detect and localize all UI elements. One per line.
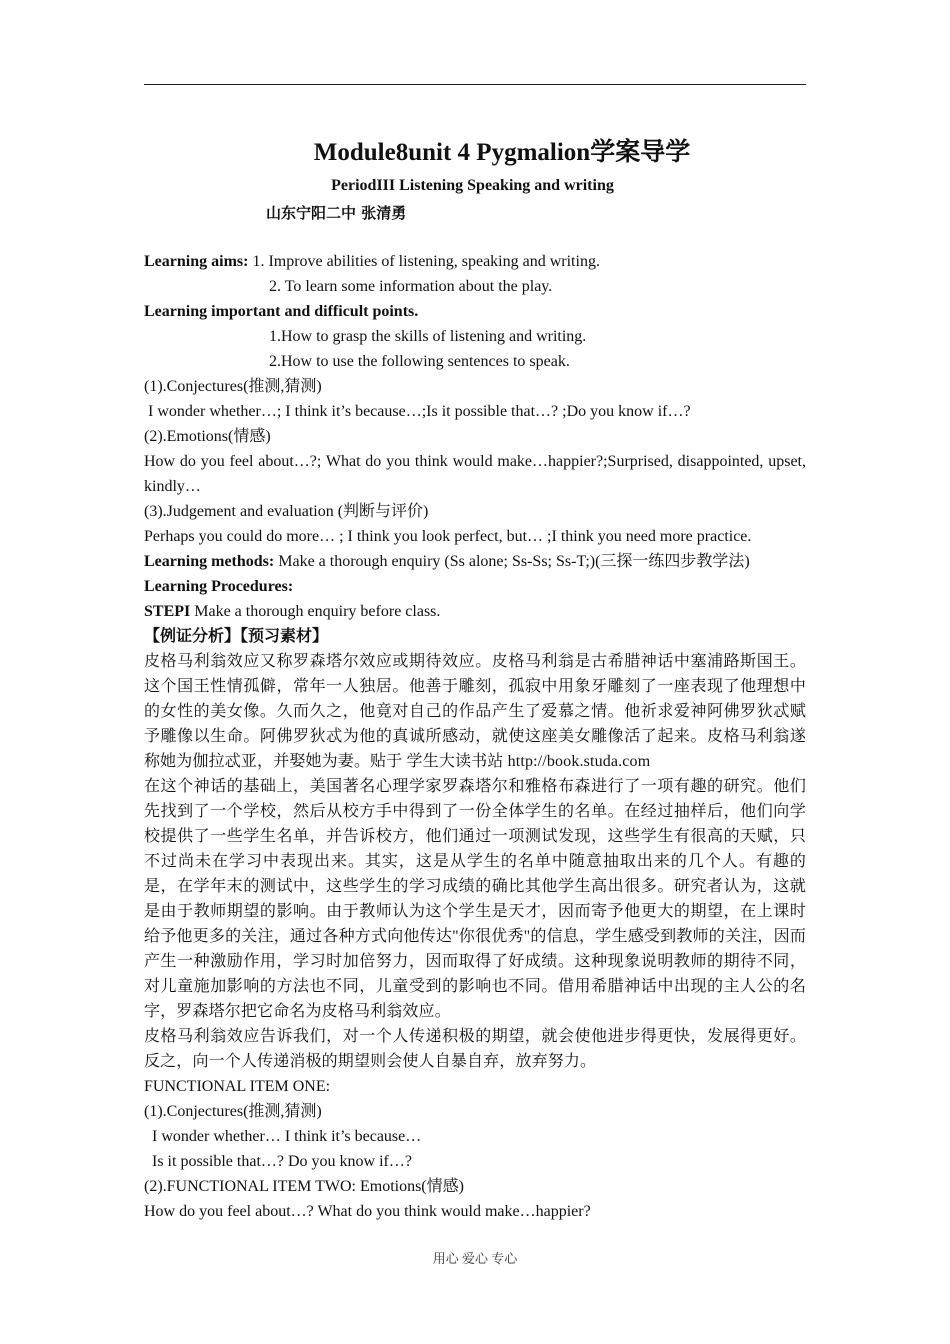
document-body — [144, 249, 806, 1224]
functional-item-two-sentences: How do you feel about…? What do you think would make…happier? — [144, 1203, 591, 1220]
paragraph-3: 皮格马利翁效应告诉我们，对一个人传递积极的期望，就会使他进步得更快，发展得更好。反之，向一个人传递消极的期望则会使人自暴自弃，放弃努力。 — [144, 1028, 806, 1070]
aims-item-2: 2. To learn some information about the play. — [269, 278, 553, 295]
aims-item-1: 1. Improve abilities of listening, speaking and writing. — [248, 253, 600, 270]
points-item-1: 1.How to grasp the skills of listening and writing. — [269, 328, 587, 345]
conjectures-sentences: I wonder whether…; I think it’s because…;Is it possible that…? ;Do you know if…? — [148, 403, 691, 420]
procedures-label: Learning Procedures: — [144, 578, 294, 595]
step-label: STEPI — [144, 603, 191, 620]
methods-label: Learning methods: — [144, 553, 275, 570]
functional-conjectures-line-2: Is it possible that…? Do you know if…? — [152, 1153, 412, 1170]
judgement-sentences: Perhaps you could do more… ; I think you look perfect, but… ;I think you need more practice. — [144, 528, 752, 545]
header-rule — [144, 84, 806, 85]
author-line: 山东宁阳二中 张清勇 — [266, 204, 407, 222]
step-one — [144, 599, 806, 624]
functional-item-one: FUNCTIONAL ITEM ONE: — [144, 1078, 331, 1095]
emotions-sentences: How do you feel about…?; What do you think would make…happier?;Surprised, disappointed, upset, kindly… — [144, 453, 806, 495]
document-title: Module8unit 4 Pygmalion学案导学 — [313, 139, 691, 166]
functional-item-two: (2).FUNCTIONAL ITEM TWO: Emotions(情感) — [144, 1178, 464, 1195]
judgement-heading: (3).Judgement and evaluation (判断与评价) — [144, 503, 429, 520]
page-footer: 用心 爱心 专心 — [432, 1251, 518, 1266]
functional-conjectures-heading: (1).Conjectures(推测,猜测) — [144, 1103, 322, 1120]
points-label: Learning important and difficult points. — [144, 303, 419, 320]
learning-aims — [144, 249, 806, 274]
points-item-2: 2.How to use the following sentences to speak. — [269, 353, 570, 370]
step-text: Make a thorough enquiry before class. — [190, 603, 441, 620]
functional-conjectures-line-1: I wonder whether… I think it’s because… — [152, 1128, 422, 1145]
document-subtitle: PeriodIII Listening Speaking and writing — [331, 177, 614, 194]
methods-text: Make a thorough enquiry (Ss alone; Ss-Ss; Ss-T;)(三探一练四步教学法) — [274, 553, 750, 570]
emotions-heading: (2).Emotions(情感) — [144, 428, 271, 445]
material-heading: 【例证分析】【预习素材】 — [144, 628, 329, 645]
aims-label: Learning aims: — [144, 253, 249, 270]
conjectures-heading: (1).Conjectures(推测,猜测) — [144, 378, 322, 395]
paragraph-2: 在这个神话的基础上，美国著名心理学家罗森塔尔和雅格布森进行了一项有趣的研究。他们先找到了一个学校，然后从校方手中得到了一份全体学生的名单。在经过抽样后，他们向学校提供了一些学生名单，并告诉校方，他们通过一项测试发现，这些学生有很高的天赋，只不过尚未在学习中表现出来。其实，这是从学生的名单中随意抽取出来的几个人。有趣的是，在学年末的测试中，这些学生的学习成绩的确比其他学生高出很多。研究者认为，这就是由于教师期望的影响。由于教师认为这个学生是天才，因而寄予他更大的期望，在上课时给予他更多的关注，通过各种方式向他传达"你很优秀"的信息，学生感受到教师的关注，因而产生一种激励作用，学习时加倍努力，因而取得了好成绩。这种现象说明教师的期待不同，对儿童施加影响的方法也不同，儿童受到的影响也不同。借用希腊神话中出现的主人公的名字，罗森塔尔把它命名为皮格马利翁效应。 — [144, 778, 806, 1020]
paragraph-1: 皮格马利翁效应又称罗森塔尔效应或期待效应。皮格马利翁是古希腊神话中塞浦路斯国王。这个国王性情孤僻，常年一人独居。他善于雕刻，孤寂中用象牙雕刻了一座表现了他理想中的女性的美女像。久而久之，他竟对自己的作品产生了爱慕之情。他祈求爱神阿佛罗狄忒赋予雕像以生命。阿佛罗狄忒为他的真诚所感动，就使这座美女雕像活了起来。皮格马利翁遂称她为伽拉忒亚，并娶她为妻。贴于 学生大读书站 http://book.studa.com — [144, 653, 806, 770]
learning-methods — [144, 549, 806, 574]
